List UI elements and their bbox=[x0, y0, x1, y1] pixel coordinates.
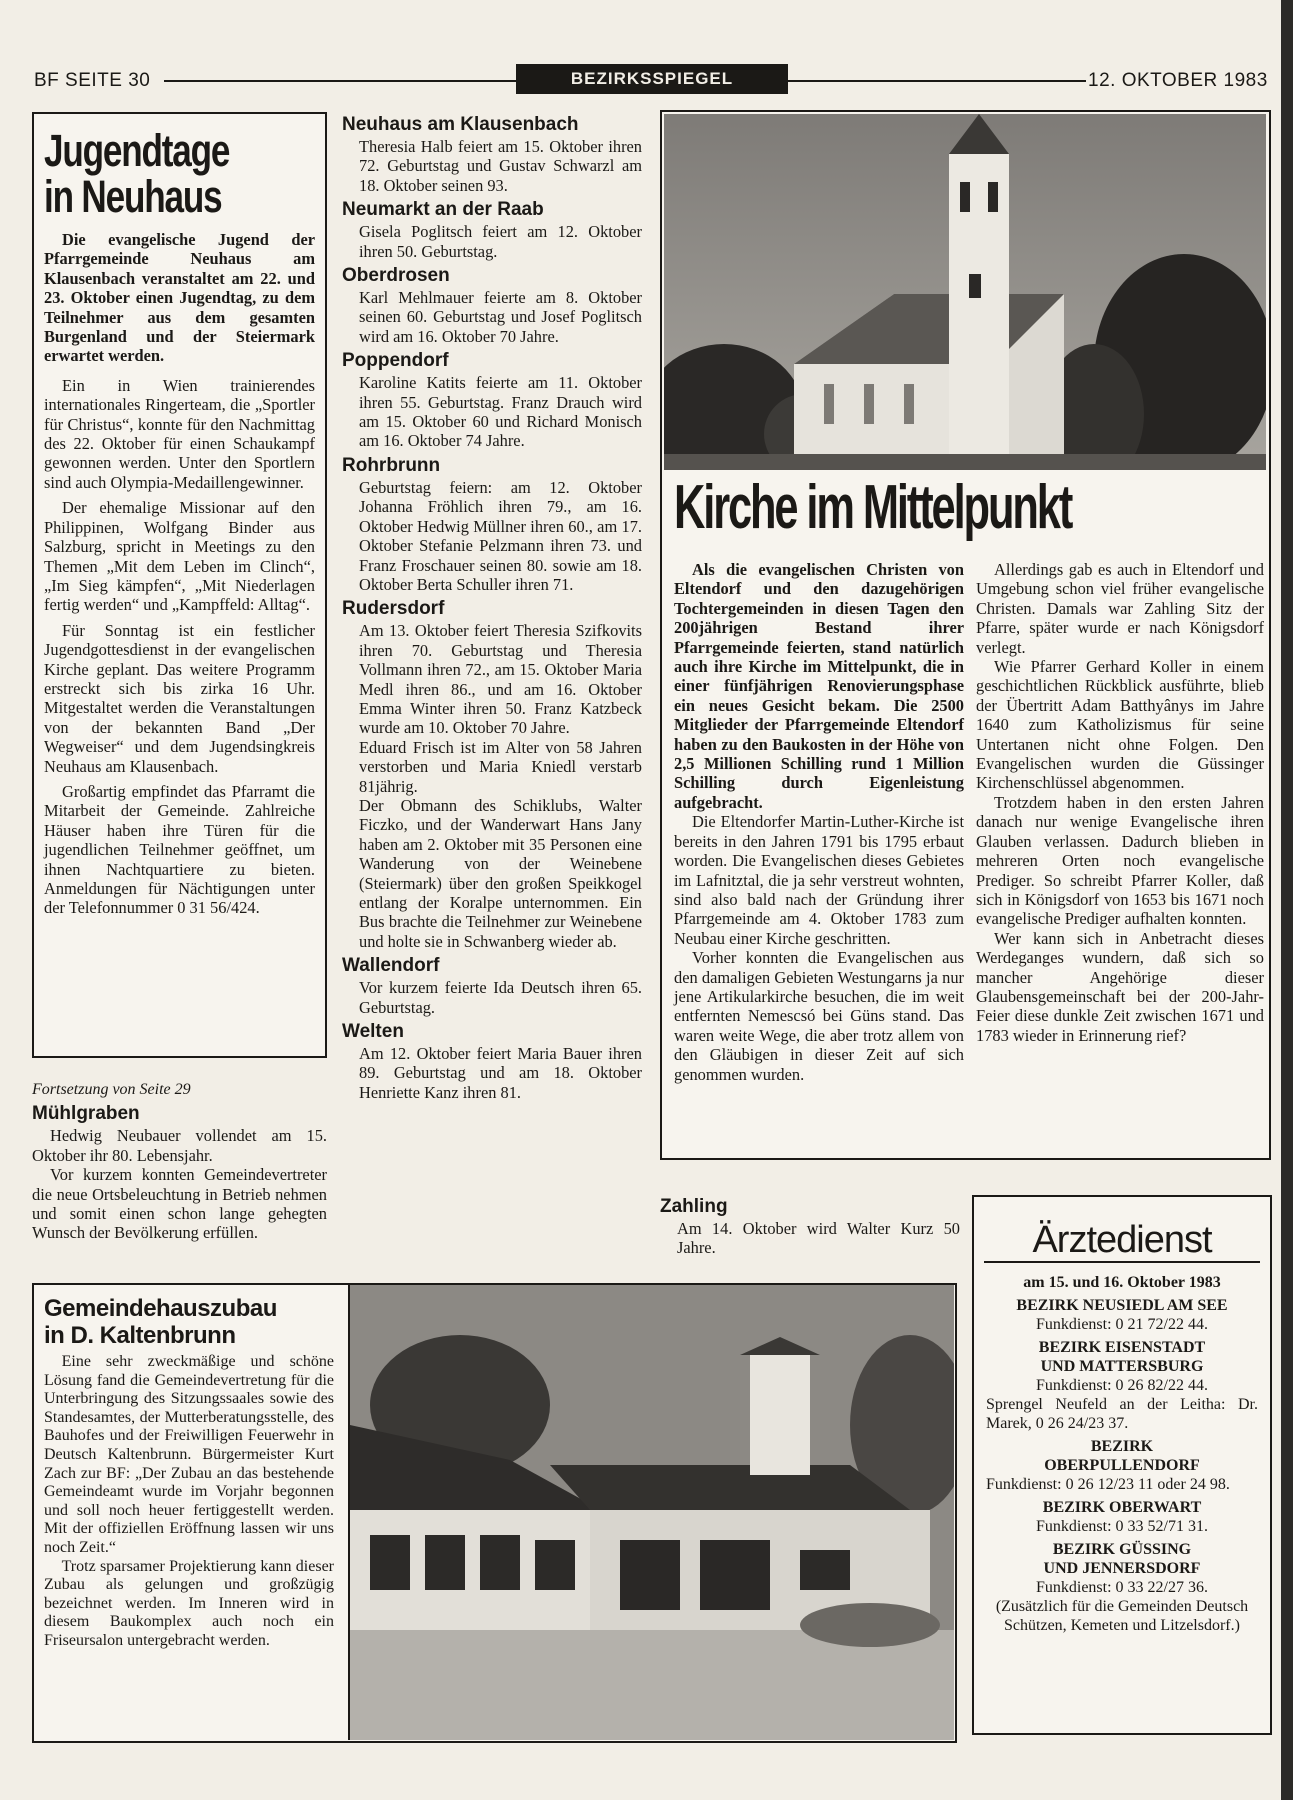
district-phone: Funkdienst: 0 26 82/22 44. bbox=[1035, 1377, 1208, 1394]
kirche-box bbox=[660, 110, 1271, 1160]
section-text: Der Obmann des Schiklubs, Walter Ficzko, und der Wanderwart Hans Jany haben am 2. Oktober mit 35 Personen eine Wanderung von der Weinebene (Steiermark) über den großen Speikkogel entlang der Koralpe unternommen. Ein Bus brachte die Teilnehmer zur Weinebene und holte sie in Schwanberg wieder ab. bbox=[359, 795, 642, 951]
section-text: Am 12. Oktober feiert Maria Bauer ihren 89. Geburtstag und am 18. Oktober Henriette Kanz ihren 81. bbox=[359, 1044, 642, 1102]
church-photo-drawing bbox=[664, 114, 1266, 470]
jugendtage-paragraph: Großartig empfindet das Pfarramt die Mitarbeit der Gemeinde. Zahlreiche Häuser haben ihre Türen für die jugendlichen Teilnehmer geöffnet, um ihnen Nachtquartiere zu bieten. Anmeldungen für Nächtigungen unter der Telefonnummer 0 31 56/424. bbox=[44, 781, 315, 918]
district-phone: Funkdienst: 0 26 12/23 11 oder 24 98. bbox=[986, 1476, 1230, 1493]
section-text: Karoline Katits feierte am 11. Oktober ihren 55. Geburtstag. Franz Drauch wird am 15. Oktober 60 und Richard Monisch am 16. Oktober 74 Jahre. bbox=[359, 373, 642, 451]
section-title: Neuhaus am Klausenbach bbox=[342, 114, 579, 135]
district-phone: Funkdienst: 0 33 22/27 36. bbox=[1035, 1579, 1208, 1596]
kirche-paragraph: Wer kann sich in Anbetracht dieses Werdeganges wundern, daß sich so mancher Angehörige dieser Glaubensgemeinschaft bei der 200-Jahr-Feier diese dunkle Zeit zwischen 1671 und 1783 wieder in Erinnerung rief? bbox=[976, 928, 1264, 1045]
fortsetzung-block bbox=[32, 1080, 327, 1243]
section-text: Vor kurzem feierte Ida Deutsch ihren 65. Geburtstag. bbox=[359, 978, 642, 1017]
district-name: BEZIRK EISENSTADT bbox=[1038, 1339, 1206, 1356]
kirche-paragraph: Vorher konnten die Evangelischen aus den damaligen Gebieten Westungarns ja nur jene Artikularkirche besuchen, die im weit entfernten Nemescsó bei Güns stand. Das waren weite Wege, die aber trotz allem von den Gläubigen in dieser Zeit auf sich genommen wurden. bbox=[674, 948, 964, 1084]
gemeindehaus-photo bbox=[348, 1285, 954, 1740]
page-number: BF SEITE 30 bbox=[34, 70, 151, 91]
district-name: BEZIRK NEUSIEDL AM SEE bbox=[1016, 1297, 1228, 1314]
kirche-paragraph: Trotzdem haben in den ersten Jahren danach nur wenige Evangelische ihren Glauben verlassen. Dadurch blieben in mehreren Orten noch evangelische Prediger. So schreibt Pfarrer Koller, daß sich in Königsdorf von 1653 bis 1671 noch evangelische Prediger aufhalten konnten. bbox=[976, 792, 1264, 929]
district-name: OBERPULLENDORF bbox=[1044, 1457, 1200, 1474]
section-title: Wallendorf bbox=[342, 955, 440, 977]
section-text: Karl Mehlmauer feierte am 8. Oktober seinen 60. Geburtstag und Josef Poglitsch wird am 16. Oktober 70 Jahre. bbox=[359, 288, 642, 346]
kirche-paragraph: Allerdings gab es auch in Eltendorf und Umgebung schon viel früher evangelische Christen. Damals war Zahling Sitz der Pfarre, später wurde er nach Königsdorf verlegt. bbox=[976, 560, 1264, 657]
section-title: Oberdrosen bbox=[342, 265, 450, 287]
jugendtage-paragraph: Für Sonntag ist ein festlicher Jugendgottesdienst in der evangelischen Kirche geplant. Das weitere Programm erstreckt sich bis zirka 16 Uhr. Mitgestaltet werden die Veranstaltungen von der bekannten Band „Der Wegweiser“ und dem Jugendsingkreis Neuhaus am Klausenbach. bbox=[44, 620, 315, 776]
district-name: UND MATTERSBURG bbox=[1040, 1358, 1204, 1375]
header-rule-right bbox=[788, 80, 1086, 82]
gemeindehaus-title-line2: in D. Kaltenbrunn bbox=[44, 1322, 236, 1349]
fortsetzung-label: Fortsetzung von Seite 29 bbox=[32, 1081, 191, 1098]
district-phone: Funkdienst: 0 33 52/71 31. bbox=[1035, 1518, 1208, 1535]
gemeindehaus-photo-drawing bbox=[350, 1285, 954, 1740]
section-text: Gisela Poglitsch feiert am 12. Oktober ihren 50. Geburtstag. bbox=[359, 222, 642, 261]
header-rule-left bbox=[164, 80, 516, 82]
local-news-column bbox=[342, 110, 642, 1102]
section-title: Poppendorf bbox=[342, 350, 449, 372]
district-name: BEZIRK OBERWART bbox=[1042, 1499, 1202, 1516]
section-title: Rohrbrunn bbox=[342, 454, 441, 476]
muehlgraben-paragraph: Hedwig Neubauer vollendet am 15. Oktober ihr 80. Lebensjahr. bbox=[32, 1126, 327, 1165]
district-phone: Funkdienst: 0 21 72/22 44. bbox=[1035, 1316, 1208, 1333]
aerztedienst-date: am 15. und 16. Oktober 1983 bbox=[1023, 1274, 1221, 1291]
issue-date: 12. OKTOBER 1983 bbox=[1088, 70, 1268, 91]
district-extra: Sprengel Neufeld an der Leitha: Dr. Marek, 0 26 24/23 37. bbox=[986, 1396, 1258, 1432]
jugendtage-title-line1: Jugendtage bbox=[44, 125, 230, 176]
aerztedienst-box bbox=[972, 1195, 1272, 1735]
muehlgraben-paragraph: Vor kurzem konnten Gemeindevertreter die neue Ortsbeleuchtung in Betrieb nehmen und somit einen schon lange gehegten Wunsch der Bevölkerung erfüllen. bbox=[32, 1165, 327, 1243]
jugendtage-paragraph: Der ehemalige Missionar auf den Philippinen, Wolfgang Binder aus Salzburg, spricht in Meetings zu den Themen „Mit dem Leben im Clinch“, „Im Sieg kämpfen“, „Mit Niederlagen fertig werden“ und „Kampffeld: Alltag“. bbox=[44, 498, 315, 615]
section-label: BEZIRKSSPIEGEL bbox=[516, 64, 788, 94]
section-text: Am 13. Oktober feiert Theresia Szifkovits ihren 70. Geburtstag und Theresia Vollmann ihren 72., am 15. Oktober Maria Medl ihren 86., und am 16. Oktober Emma Winter ihren 50. Franz Katzbeck wurde am 10. Oktober 70 Jahre. bbox=[359, 621, 642, 738]
kirche-paragraph: Wie Pfarrer Gerhard Koller in einem geschichtlichen Rückblick ausführte, blieb der Übertritt Adam Batthyânys im Jahre 1640 zum Katholizismus für seine Untertanen nicht ohne Folgen. Den Evangelischen wurden die Güssinger Kirchenschlüssel abgenommen. bbox=[976, 657, 1264, 793]
kirche-lead: Als die evangelischen Christen von Eltendorf und den dazugehörigen Tochtergemeinden in diesen Tagen den 200jährigen Bestand ihrer Pfarrgemeinde feierten, stand natürlich auch ihre Kirche im Mittelpunkt, die in einer fünfjährigen Renovierungsphase ein neues Gesicht bekam. Die 2500 Mitglieder der Pfarrgemeinde Eltendorf haben zu den Baukosten in der Höhe von 2,5 Millionen Schilling rund 1 Million Schilling durch Eigenleistung aufgebracht. bbox=[674, 560, 964, 812]
kirche-title: Kirche im Mittelpunkt bbox=[674, 473, 1072, 542]
zahling-block bbox=[660, 1192, 960, 1258]
jugendtage-lead: Die evangelische Jugend der Pfarrgemeinde Neuhaus am Klausenbach veranstaltet am 22. und 23. Oktober einen Jugendtag, zu dem Teilnehmer aus dem gesamten Burgenland und der Steiermark erwartet werden. bbox=[44, 230, 315, 366]
gemeindehaus-paragraph: Trotz sparsamer Projektierung kann dieser Zubau als gelungen und großzügig bezeichnet werden. Im Inneren wird in diesem Baukomplex auch noch ein Friseursalon untergebracht werden. bbox=[44, 1557, 334, 1649]
jugendtage-title-line2: in Neuhaus bbox=[44, 171, 222, 222]
gemeindehaus-box bbox=[32, 1283, 957, 1743]
district-extra: (Zusätzlich für die Gemeinden Deutsch Schützen, Kemeten und Litzelsdorf.) bbox=[995, 1598, 1249, 1634]
section-text: Eduard Frisch ist im Alter von 58 Jahren verstorben und Maria Kniedl verstarb 81jährig. bbox=[359, 737, 642, 796]
zahling-text: Am 14. Oktober wird Walter Kurz 50 Jahre. bbox=[677, 1219, 960, 1258]
kirche-paragraph: Die Eltendorfer Martin-Luther-Kirche ist bereits in den Jahren 1791 bis 1795 erbaut worden. Die Evangelischen dieses Gebietes im Lafnitztal, die ja sehr verstreut wohnten, sind also bald nach der Gründung ihrer Pfarrgemeinde am 4. Oktober 1783 zum Neubau einer Kirche geschritten. bbox=[674, 812, 964, 948]
jugendtage-box bbox=[32, 112, 327, 1058]
jugendtage-paragraph: Ein in Wien trainierendes internationales Ringerteam, die „Sportler für Christus“, konnte für den Nachmittag des 22. Oktober für einen Schaukampf gewonnen werden. Unter den Sportlern sind auch Olympia-Medaillengewinner. bbox=[44, 375, 315, 492]
section-text: Theresia Halb feiert am 15. Oktober ihren 72. Geburtstag und Gustav Schwarzl am 18. Oktober seinen 93. bbox=[359, 137, 642, 195]
aerztedienst-title: Ärztedienst bbox=[984, 1197, 1260, 1263]
zahling-title: Zahling bbox=[660, 1196, 728, 1217]
muehlgraben-title: Mühlgraben bbox=[32, 1103, 140, 1125]
kirche-column-left bbox=[674, 560, 964, 1084]
gemeindehaus-paragraph: Eine sehr zweckmäßige und schöne Lösung fand die Gemeindevertretung für die Unterbringung des Sitzungssaales sowie des Standesamtes, der Mutterberatungsstelle, des Bauhofes und der Freiwilligen Feuerwehr in Deutsch Kaltenbrunn. Bürgermeister Kurt Zach zur BF: „Der Zubau an das bestehende Gemeindeamt wurde im Vorjahr begonnen und soll noch heuer fertiggestellt werden. Mit der offiziellen Eröffnung lassen wir uns noch Zeit.“ bbox=[44, 1353, 334, 1556]
page-edge bbox=[1281, 0, 1293, 1800]
district-name: BEZIRK bbox=[1090, 1438, 1154, 1455]
section-title: Rudersdorf bbox=[342, 598, 445, 620]
section-text: Geburtstag feiern: am 12. Oktober Johanna Fröhlich ihren 79., am 16. Oktober Hedwig Müllner ihren 60., am 17. Oktober Stefanie Pelzmann ihren 73. und Franz Froschauer seinen 80. sowie am 18. Oktober Berta Schuller ihren 71. bbox=[359, 477, 642, 594]
section-title: Neumarkt an der Raab bbox=[342, 199, 544, 221]
district-name: UND JENNERSDORF bbox=[1043, 1560, 1201, 1577]
kirche-column-right bbox=[976, 560, 1264, 1045]
church-photo bbox=[664, 114, 1266, 470]
gemeindehaus-title-line1: Gemeindehauszubau bbox=[44, 1295, 277, 1322]
gemeindehaus-text bbox=[34, 1285, 344, 1740]
section-title: Welten bbox=[342, 1021, 404, 1043]
district-name: BEZIRK GÜSSING bbox=[1052, 1541, 1192, 1558]
